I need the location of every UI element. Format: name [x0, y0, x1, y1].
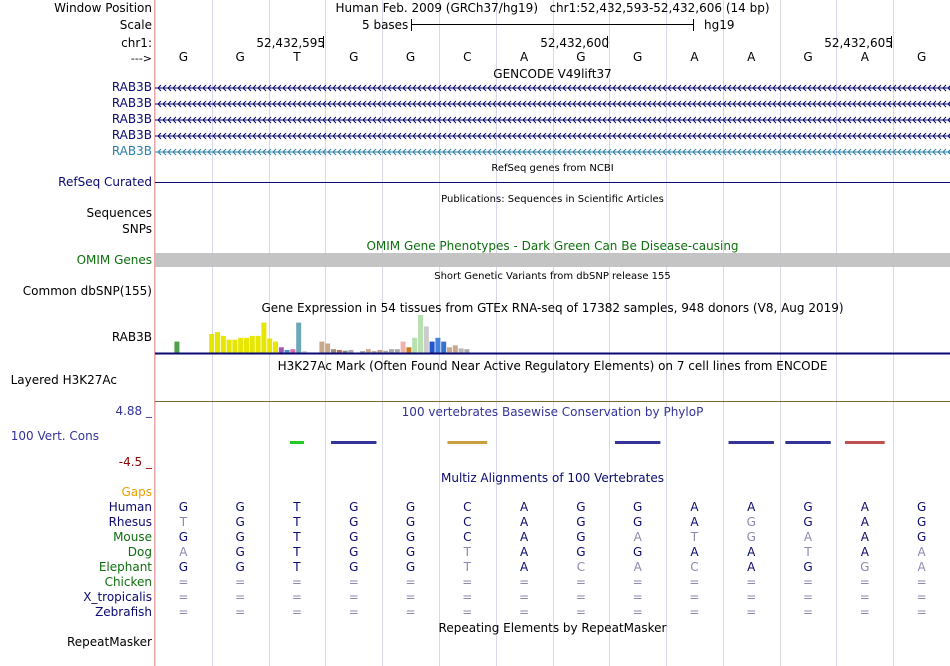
gencode-track-title: GENCODE V49lift37: [493, 67, 612, 81]
species-label[interactable]: Zebrafish: [95, 605, 152, 619]
gencode-transcript[interactable]: [155, 85, 950, 91]
gencode-track-label-1[interactable]: RAB3B: [111, 80, 152, 94]
species-label[interactable]: Mouse: [113, 530, 152, 544]
conservation-score-mark[interactable]: [729, 441, 774, 444]
alignment-base: =: [178, 575, 189, 589]
conservation-score-mark[interactable]: [785, 441, 830, 444]
alignment-base: A: [917, 545, 926, 559]
alignment-base: =: [575, 590, 586, 604]
base-letter: C: [463, 50, 472, 64]
alignment-base: A: [747, 500, 756, 514]
alignment-base: =: [235, 605, 246, 619]
alignment-base: G: [349, 500, 359, 514]
alignment-base: A: [633, 530, 642, 544]
conservation-track-title: 100 vertebrates Basewise Conservation by PhyloP: [401, 405, 704, 419]
alignment-base: =: [291, 590, 302, 604]
alignment-base: =: [519, 575, 530, 589]
gtex-tissue-bar[interactable]: [232, 340, 237, 353]
gtex-tissue-bar[interactable]: [424, 326, 429, 353]
conservation-score-mark[interactable]: [447, 441, 487, 444]
window-position-value: Human Feb. 2009 (GRCh37/hg19) chr1:52,432,593-52,432,606 (14 bp): [335, 1, 770, 15]
alignment-base: G: [916, 515, 927, 529]
alignment-base: G: [235, 515, 245, 529]
base-letter: G: [178, 50, 189, 64]
alignment-base: A: [747, 545, 756, 559]
base-letter: G: [235, 50, 245, 64]
base-letter: A: [690, 50, 699, 64]
repeatmasker-track-label[interactable]: RepeatMasker: [66, 635, 152, 649]
alignment-base: G: [405, 545, 416, 559]
alignment-base: =: [632, 590, 643, 604]
alignment-base: G: [576, 515, 586, 529]
base-letter: T: [293, 50, 301, 64]
alignment-base: G: [576, 545, 586, 559]
alignment-base: G: [746, 530, 756, 544]
alignment-base: A: [747, 560, 756, 574]
publications-track-title: Publications: Sequences in Scientific Articles: [441, 194, 664, 205]
multiz-track-title: Multiz Alignments of 100 Vertebrates: [440, 471, 665, 485]
alignment-base: A: [690, 515, 699, 529]
dbsnp-track-label[interactable]: Common dbSNP(155): [22, 284, 152, 298]
alignment-base: C: [576, 560, 586, 574]
refseq-track-title: RefSeq genes from NCBI: [491, 163, 614, 174]
gtex-tissue-bar[interactable]: [331, 349, 336, 353]
scale-bar: [411, 24, 694, 25]
alignment-base: A: [519, 560, 529, 574]
alignment-base: A: [519, 530, 529, 544]
alignment-base: G: [576, 530, 586, 544]
alignment-base: =: [746, 605, 757, 619]
base-letter: G: [633, 50, 643, 64]
scale-label: Scale: [119, 18, 152, 32]
alignment-base: =: [348, 575, 359, 589]
h3k27ac-baseline: [155, 401, 950, 402]
alignment-base: G: [576, 500, 586, 514]
alignment-base: C: [463, 530, 472, 544]
gtex-tissue-bar[interactable]: [244, 338, 249, 353]
alignment-base: G: [405, 500, 416, 514]
alignment-base: A: [860, 515, 869, 529]
gtex-tissue-bar[interactable]: [441, 342, 446, 353]
gtex-track-title: Gene Expression in 54 tissues from GTEx RNA-seq of 17382 samples, 948 donors (V8, Aug 2019): [261, 301, 844, 315]
omim-track-title: OMIM Gene Phenotypes - Dark Green Can Be Disease-causing: [366, 239, 739, 253]
track-data-area[interactable]: [155, 0, 950, 666]
gtex-tissue-bar[interactable]: [261, 323, 266, 353]
gtex-tissue-bar[interactable]: [464, 349, 469, 353]
gtex-tissue-bar[interactable]: [325, 344, 330, 354]
alignment-base: G: [405, 560, 416, 574]
publications-sequences-label[interactable]: Sequences: [86, 206, 152, 220]
alignment-base: A: [803, 530, 813, 544]
alignment-base: G: [633, 545, 643, 559]
alignment-base: G: [349, 530, 359, 544]
alignment-base: =: [575, 605, 586, 619]
species-label[interactable]: Dog: [127, 545, 152, 559]
alignment-base: C: [463, 500, 472, 514]
alignment-base: T: [293, 515, 301, 529]
omim-gene-bar[interactable]: [155, 253, 950, 267]
conservation-score-mark[interactable]: [290, 441, 304, 444]
alignment-base: =: [916, 575, 927, 589]
alignment-base: =: [632, 605, 643, 619]
alignment-base: A: [860, 530, 869, 544]
refseq-track-label[interactable]: RefSeq Curated: [58, 175, 152, 189]
scale-bar-right-tick: [693, 19, 694, 31]
alignment-base: A: [519, 545, 529, 559]
omim-track-label[interactable]: OMIM Genes: [76, 253, 152, 267]
gencode-transcript[interactable]: [155, 149, 950, 155]
gtex-tissue-bar[interactable]: [412, 338, 417, 353]
alignment-base: =: [803, 575, 814, 589]
alignment-base: G: [916, 530, 927, 544]
gencode-transcript[interactable]: [155, 101, 950, 107]
gtex-tissue-bar[interactable]: [389, 349, 394, 353]
species-label[interactable]: Chicken: [104, 575, 152, 589]
alignment-base: =: [803, 590, 814, 604]
alignment-base: G: [235, 545, 245, 559]
gtex-tissue-bar[interactable]: [366, 349, 371, 353]
species-label[interactable]: Human: [108, 500, 152, 514]
conservation-ymin-label: -4.5 _: [118, 455, 152, 469]
gencode-transcript[interactable]: [155, 117, 950, 123]
alignment-base: =: [405, 575, 416, 589]
h3k27ac-track-label[interactable]: Layered H3K27Ac: [10, 373, 117, 387]
alignment-base: A: [633, 560, 642, 574]
gtex-tissue-bar[interactable]: [227, 340, 232, 353]
gtex-tissue-bar[interactable]: [256, 336, 261, 353]
alignment-base: =: [746, 575, 757, 589]
alignment-base: T: [293, 530, 301, 544]
refseq-transcript-line[interactable]: [155, 182, 950, 183]
gtex-tissue-bar[interactable]: [395, 349, 400, 353]
conservation-score-mark[interactable]: [615, 441, 660, 444]
h3k27ac-track-title: H3K27Ac Mark (Often Found Near Active Regulatory Elements) on 7 cell lines from ENCODE: [277, 359, 828, 373]
gtex-tissue-bar[interactable]: [215, 332, 220, 353]
conservation-track-label[interactable]: 100 Vert. Cons: [10, 429, 99, 443]
gtex-tissue-bar[interactable]: [453, 345, 458, 353]
alignment-base: A: [860, 545, 869, 559]
base-letter: A: [860, 50, 869, 64]
gtex-tissue-bar[interactable]: [273, 342, 278, 353]
alignment-base: G: [633, 515, 643, 529]
alignment-base: =: [405, 605, 416, 619]
alignment-base: G: [746, 515, 756, 529]
alignment-base: G: [349, 560, 359, 574]
gtex-tissue-bar[interactable]: [209, 334, 214, 353]
scale-bar-left-tick: [411, 19, 412, 31]
gtex-track-label[interactable]: RAB3B: [111, 330, 152, 344]
gtex-tissue-bar[interactable]: [401, 342, 406, 353]
base-letter: G: [405, 50, 416, 64]
alignment-base: G: [235, 530, 245, 544]
species-label[interactable]: X_tropicalis: [83, 590, 152, 604]
conservation-score-mark[interactable]: [331, 441, 376, 444]
alignment-base: G: [405, 530, 416, 544]
gtex-tissue-bar[interactable]: [435, 338, 440, 353]
alignment-base: G: [803, 515, 813, 529]
gtex-tissue-bar[interactable]: [238, 338, 243, 353]
alignment-base: T: [293, 560, 301, 574]
gtex-tissue-bar[interactable]: [459, 348, 464, 353]
alignment-base: =: [689, 590, 700, 604]
base-letter: G: [803, 50, 813, 64]
gencode-track-label-4[interactable]: RAB3B: [111, 128, 152, 142]
alignment-base: =: [291, 575, 302, 589]
alignment-base: =: [405, 590, 416, 604]
alignment-base: T: [804, 545, 812, 559]
alignment-base: =: [235, 590, 246, 604]
window-position-label: Window Position: [54, 1, 152, 15]
gtex-tissue-bar[interactable]: [319, 342, 324, 353]
alignment-base: =: [519, 605, 530, 619]
base-letter: G: [916, 50, 927, 64]
alignment-base: =: [689, 605, 700, 619]
gtex-tissue-bar[interactable]: [279, 347, 284, 353]
publications-snps-label[interactable]: SNPs: [122, 222, 152, 236]
alignment-base: G: [803, 500, 813, 514]
alignment-base: G: [349, 545, 359, 559]
alignment-base: =: [859, 590, 870, 604]
alignment-base: G: [178, 530, 189, 544]
gtex-tissue-bar[interactable]: [290, 349, 295, 353]
gencode-track-label-5[interactable]: RAB3B: [111, 144, 152, 158]
chrom-label: chr1:: [121, 36, 152, 50]
gencode-track-label-2[interactable]: RAB3B: [111, 96, 152, 110]
alignment-base: =: [178, 605, 189, 619]
position-label: 52,432,595: [256, 36, 326, 50]
alignment-base: =: [348, 590, 359, 604]
alignment-base: G: [633, 500, 643, 514]
alignment-base: G: [803, 560, 813, 574]
alignment-base: T: [179, 515, 188, 529]
alignment-base: C: [690, 560, 699, 574]
gaps-label: Gaps: [121, 485, 152, 499]
alignment-base: A: [519, 515, 529, 529]
alignment-base: G: [405, 515, 416, 529]
repeatmasker-track-title: Repeating Elements by RepeatMasker: [438, 621, 667, 635]
gtex-tissue-bar[interactable]: [174, 342, 179, 353]
alignment-base: G: [916, 500, 927, 514]
gencode-transcripts[interactable]: [155, 79, 950, 159]
alignment-base: =: [291, 605, 302, 619]
window-position-text: [155, 1, 950, 15]
base-letter: A: [519, 50, 529, 64]
conservation-score-mark[interactable]: [845, 441, 885, 444]
species-label[interactable]: Rhesus: [108, 515, 152, 529]
alignment-base: =: [916, 605, 927, 619]
gencode-track-label-3[interactable]: RAB3B: [111, 112, 152, 126]
species-label[interactable]: Elephant: [98, 560, 152, 574]
gencode-transcript[interactable]: [155, 133, 950, 139]
scale-bar-label: 5 bases: [362, 18, 409, 32]
alignment-base: =: [916, 590, 927, 604]
alignment-base: C: [463, 515, 472, 529]
alignment-base: G: [178, 500, 189, 514]
alignment-base: =: [689, 575, 700, 589]
alignment-base: G: [349, 515, 359, 529]
gtex-tissue-bar[interactable]: [250, 336, 255, 353]
gtex-tissue-bar[interactable]: [406, 347, 411, 353]
alignment-base: A: [690, 545, 699, 559]
alignment-base: G: [235, 500, 245, 514]
position-label: 52,432,600: [540, 36, 609, 50]
alignment-base: =: [803, 605, 814, 619]
alignment-base: A: [519, 500, 529, 514]
track-label-column: [0, 0, 154, 666]
alignment-base: =: [462, 575, 473, 589]
dbsnp-track-title: Short Genetic Variants from dbSNP release 155: [434, 271, 671, 282]
gtex-tissue-bar[interactable]: [296, 323, 301, 353]
alignment-base: =: [348, 605, 359, 619]
conservation-wiggle[interactable]: [155, 436, 950, 450]
alignment-base: =: [235, 575, 246, 589]
alignment-base: =: [575, 575, 586, 589]
base-letter: G: [349, 50, 359, 64]
base-letter: A: [747, 50, 756, 64]
alignment-base: T: [463, 545, 471, 559]
alignment-base: =: [462, 590, 473, 604]
alignment-base: =: [859, 575, 870, 589]
alignment-base: =: [746, 590, 757, 604]
scale-assembly-label: hg19: [704, 18, 735, 32]
gtex-expression-chart[interactable]: [155, 315, 950, 357]
alignment-base: =: [178, 590, 189, 604]
alignment-base: A: [690, 500, 699, 514]
gtex-tissue-bar[interactable]: [267, 339, 272, 353]
gtex-tissue-bar[interactable]: [221, 336, 226, 353]
alignment-base: G: [178, 560, 189, 574]
alignment-base: T: [293, 545, 301, 559]
gtex-tissue-bar[interactable]: [447, 347, 452, 353]
alignment-base: G: [860, 560, 870, 574]
alignment-base: A: [860, 500, 869, 514]
strand-label: --->: [130, 52, 152, 65]
alignment-base: T: [293, 500, 301, 514]
position-label: 52,432,605: [824, 36, 893, 50]
alignment-base: A: [917, 560, 926, 574]
alignment-base: T: [463, 560, 471, 574]
alignment-base: T: [690, 530, 699, 544]
alignment-base: G: [235, 560, 245, 574]
alignment-base: =: [519, 590, 530, 604]
alignment-base: =: [632, 575, 643, 589]
alignment-base: =: [859, 605, 870, 619]
alignment-base: A: [179, 545, 188, 559]
gtex-tissue-bar[interactable]: [418, 315, 423, 353]
alignment-base: =: [462, 605, 473, 619]
base-letter: G: [576, 50, 586, 64]
conservation-ymax-label: 4.88 _: [115, 404, 152, 418]
gtex-tissue-bar[interactable]: [430, 342, 435, 353]
